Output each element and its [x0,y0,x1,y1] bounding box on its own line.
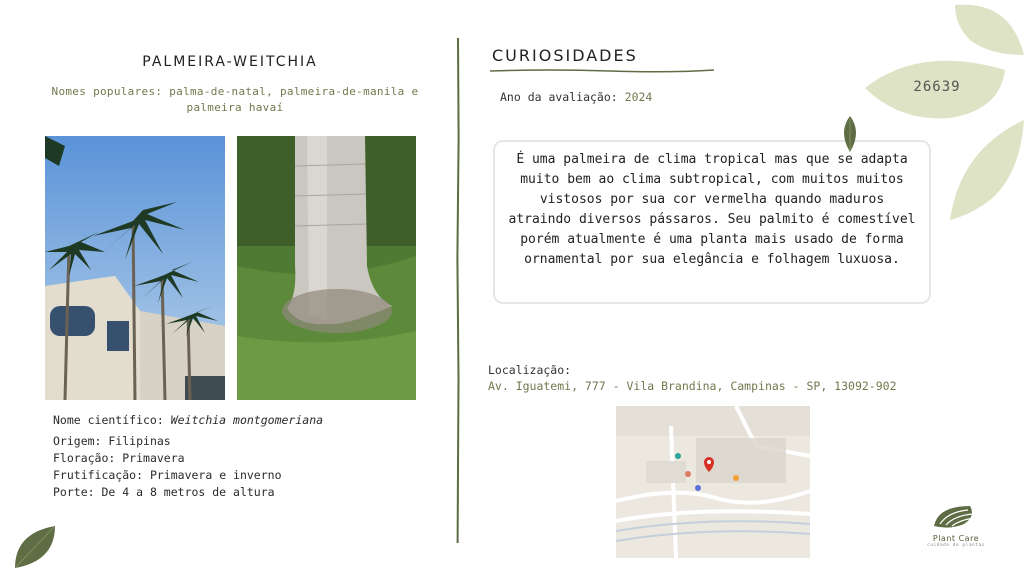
location-map[interactable] [616,406,810,558]
popular-names-value: palma-de-natal, palmeira-de-manila e palmeira havaí [169,85,419,114]
decorative-leaves [860,0,1024,225]
fact-size: Porte: De 4 a 8 metros de altura [53,485,275,499]
photo-palm-trees [45,136,225,400]
location-label: Localização: [488,363,572,377]
fact-flowering: Floração: Primavera [53,451,185,465]
evaluation-year: Ano da avaliação: 2024 [500,90,653,104]
plant-care-logo [920,502,992,552]
plant-code: 26639 [913,79,961,95]
leaf-icon [10,523,60,573]
popular-names-label: Nomes populares: [51,85,163,98]
photo-palm-trunk [237,136,416,400]
popular-names [30,84,440,116]
logo-brand: Plant Care [932,534,980,543]
plant-facts [53,412,323,501]
curiosity-description: É uma palmeira de clima tropical mas que se adapta muito bem ao clima subtropical, com muitos muitos vistosos por sua cor vermelha quando maduros atraindo diversos pássaros. Seu palmito é comestível porém atualmente é uma planta mais usado de forma ornamental por sua elegância e folhagem luxuosa. [493,140,931,304]
logo-tagline: cuidado de plantas [927,543,985,548]
fact-fruiting: Frutificação: Primavera e inverno [53,468,282,482]
curiosities-title: CURIOSIDADES [492,46,638,65]
fact-scientific-name: Nome científico: Weitchia montgomeriana [53,413,324,427]
title-underline [490,68,714,74]
plant-care-logo-icon [930,502,982,530]
location-address: Av. Iguatemi, 777 - Vila Brandina, Campinas - SP, 13092-902 [488,379,897,393]
leaf-icon [838,114,862,154]
plant-title: PALMEIRA-WEITCHIA [142,54,318,70]
column-divider [456,38,460,543]
fact-origin: Origem: Filipinas [53,434,171,448]
